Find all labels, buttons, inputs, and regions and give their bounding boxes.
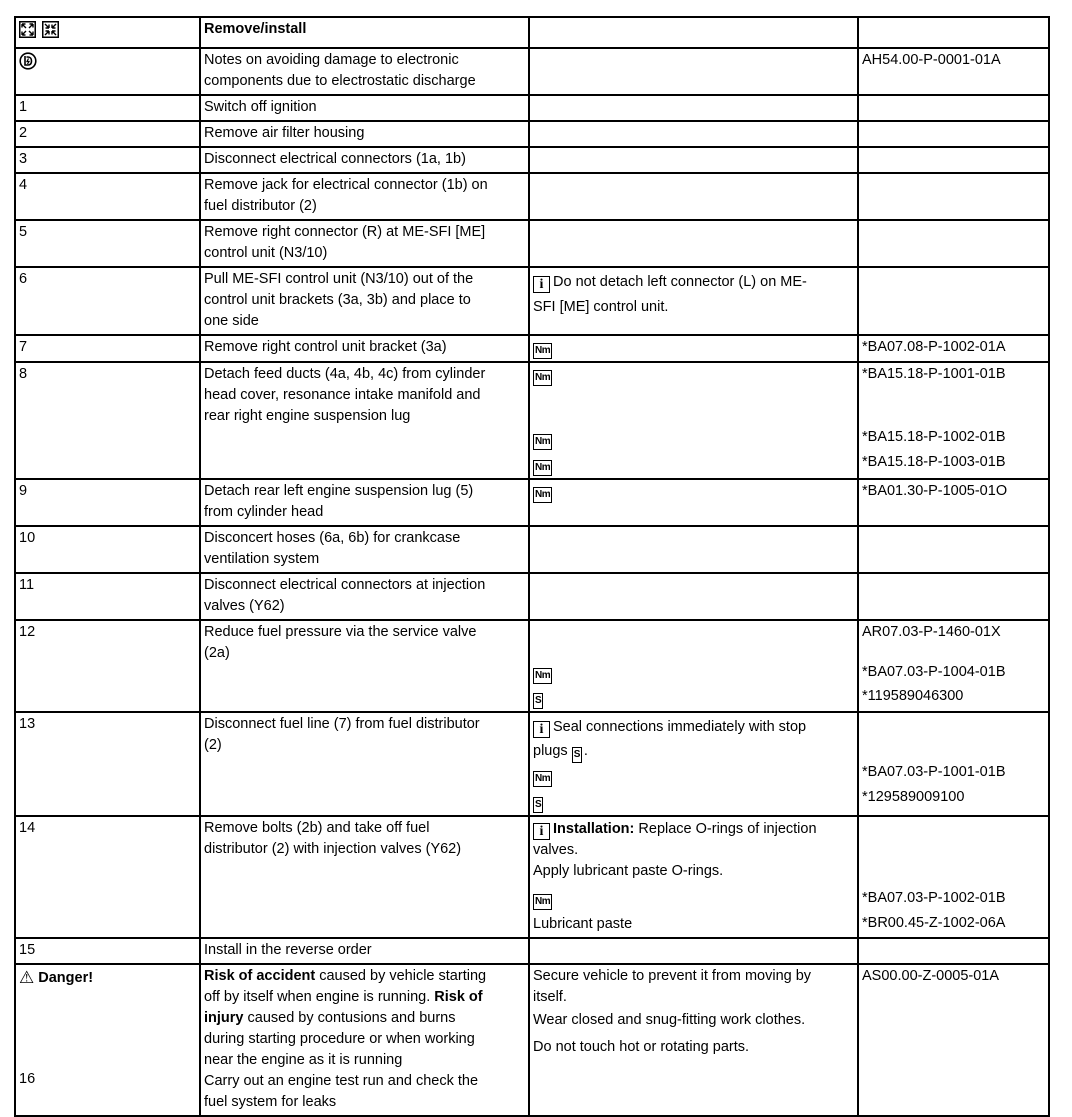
torque-icon[interactable]: Nm xyxy=(533,771,552,787)
doc-ref[interactable]: *BA07.08-P-1002-01A xyxy=(862,339,1006,355)
step-row: 7 Remove right control unit bracket (3a) Nm *BA07.08-P-1002-01A xyxy=(15,335,1049,362)
step-row: 14 Remove bolts (2b) and take off fuel distributor (2) with injection valves (Y62) i Installation: Replace O-rings of injection valves. Apply lubricant paste O-rings. Nm Lubricant paste *BA07.03-P-1002-01B *BR00.45-Z-1002-06A xyxy=(15,816,1049,938)
doc-ref[interactable]: *BA07.03-P-1002-01B xyxy=(862,890,1006,906)
procedure-table xyxy=(14,16,1050,1117)
step-row: 3 Disconnect electrical connectors (1a, 1b) xyxy=(15,147,1049,173)
torque-icon[interactable]: Nm xyxy=(533,370,552,386)
danger-row: ⚠ Danger! 16 Risk of accident caused by vehicle starting off by itself when engine is running. Risk of injury caused by contusions and burns during starting procedure or when working near the engine as it is running Carry out an engine test run and check the fuel system for leaks Secure vehicle to prevent it from moving by itself. Wear closed and snug-fitting work clothes. Do not touch hot or rotating parts. AS00.00-Z-0005-01A xyxy=(15,964,1049,1116)
special-tool-icon[interactable]: S xyxy=(533,693,543,709)
warning-triangle-icon: ⚠ xyxy=(19,968,35,987)
step-row: 8 Detach feed ducts (4a, 4b, 4c) from cylinder head cover, resonance intake manifold and rear right engine suspension lug Nm Nm Nm *BA15.18-P-1001-01B *BA15.18-P-1002-01B *BA15.18-P-1003-01B xyxy=(15,362,1049,479)
expand-icon[interactable] xyxy=(19,21,36,38)
doc-ref[interactable]: *BA15.18-P-1001-01B xyxy=(862,366,1006,382)
esd-row: Notes on avoiding damage to electronic components due to electrostatic discharge AH54.00-P-0001-01A xyxy=(15,48,1049,95)
doc-ref[interactable]: *BA15.18-P-1003-01B xyxy=(862,454,1006,470)
collapse-icon[interactable] xyxy=(42,21,59,38)
doc-ref[interactable]: *129589009100 xyxy=(862,789,965,805)
doc-ref[interactable]: AS00.00-Z-0005-01A xyxy=(862,968,1000,984)
header-row xyxy=(15,17,1049,48)
special-tool-icon[interactable]: S xyxy=(533,797,543,813)
step-row: 4 Remove jack for electrical connector (1b) on fuel distributor (2) xyxy=(15,173,1049,220)
step-row: 10 Disconcert hoses (6a, 6b) for crankcase ventilation system xyxy=(15,526,1049,573)
doc-ref[interactable]: *BA15.18-P-1002-01B xyxy=(862,429,1006,445)
doc-ref[interactable]: *BA01.30-P-1005-01O xyxy=(862,483,1008,499)
info-icon: i xyxy=(533,823,550,840)
doc-ref[interactable]: *BA07.03-P-1001-01B xyxy=(862,764,1006,780)
step-row: 5 Remove right connector (R) at ME-SFI [ME] control unit (N3/10) xyxy=(15,220,1049,267)
step-row: 1 Switch off ignition xyxy=(15,95,1049,121)
esd-warning-icon xyxy=(19,52,37,70)
torque-icon[interactable]: Nm xyxy=(533,434,552,450)
step-row: 2 Remove air filter housing xyxy=(15,121,1049,147)
torque-icon[interactable]: Nm xyxy=(533,460,552,476)
doc-ref[interactable]: AR07.03-P-1460-01X xyxy=(862,624,1001,640)
doc-ref[interactable]: AH54.00-P-0001-01A xyxy=(862,52,1001,68)
doc-ref[interactable]: *BR00.45-Z-1002-06A xyxy=(862,915,1006,931)
step-row: 12 Reduce fuel pressure via the service valve (2a) Nm S AR07.03-P-1460-01X *BA07.03-P-1004-01B *119589046300 xyxy=(15,620,1049,712)
doc-ref[interactable]: *BA07.03-P-1004-01B xyxy=(862,664,1006,680)
torque-icon[interactable]: Nm xyxy=(533,343,552,359)
torque-icon[interactable]: Nm xyxy=(533,894,552,910)
torque-icon[interactable]: Nm xyxy=(533,487,552,503)
step-row: 6 Pull ME-SFI control unit (N3/10) out of the control unit brackets (3a, 3b) and place to one side i Do not detach left connector (L) on ME- SFI [ME] control unit. xyxy=(15,267,1049,335)
info-icon: i xyxy=(533,276,550,293)
step-row: 15 Install in the reverse order xyxy=(15,938,1049,964)
step-row: 9 Detach rear left engine suspension lug (5) from cylinder head Nm *BA01.30-P-1005-01O xyxy=(15,479,1049,526)
doc-ref[interactable]: *119589046300 xyxy=(862,688,964,704)
step-row: 13 Disconnect fuel line (7) from fuel distributor (2) i Seal connections immediately with stop plugs S . Nm S *BA07.03-P-1001-01B *129589009100 xyxy=(15,712,1049,816)
torque-icon[interactable]: Nm xyxy=(533,668,552,684)
header-icons-cell xyxy=(15,17,200,48)
info-icon: i xyxy=(533,721,550,738)
header-title: Remove/install xyxy=(200,17,529,48)
step-row: 11 Disconnect electrical connectors at injection valves (Y62) xyxy=(15,573,1049,620)
special-tool-icon[interactable]: S xyxy=(572,747,582,763)
